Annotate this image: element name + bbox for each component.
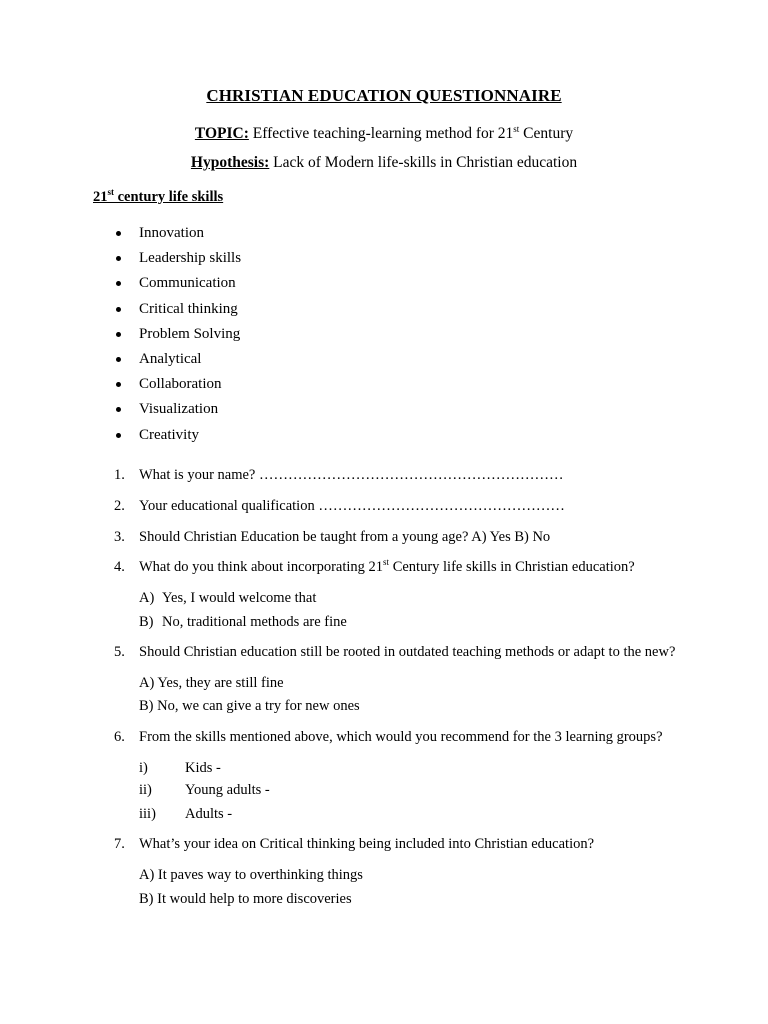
- list-item: [114, 398, 241, 423]
- bullet-icon: [116, 332, 121, 337]
- question-7-option-a: A) It paves way to overthinking things: [139, 867, 363, 883]
- skill-label: Innovation: [139, 225, 204, 241]
- answer-blank: ………………………………………………………: [259, 467, 564, 483]
- question-2: [114, 498, 565, 515]
- question-number: 5.: [114, 644, 125, 660]
- option-letter: B): [139, 614, 154, 630]
- question-text: What’s your idea on Critical thinking being included into Christian education?: [139, 836, 595, 852]
- option-text: Yes, I would welcome that: [162, 590, 317, 606]
- list-item: [114, 323, 241, 348]
- question-7: [114, 836, 594, 853]
- hypothesis-text: Lack of Modern life-skills in Christian education: [269, 154, 578, 171]
- option-numeral: iii): [139, 806, 156, 822]
- question-text: Should Christian education still be rooted in outdated teaching methods or adapt to the new?: [139, 644, 676, 660]
- topic-line: [0, 125, 768, 143]
- question-number: 6.: [114, 729, 125, 745]
- question-3: [114, 529, 550, 546]
- question-superscript: st: [383, 557, 390, 568]
- question-number: 4.: [114, 559, 125, 575]
- question-4-option-b: [139, 614, 347, 631]
- bullet-icon: [116, 407, 121, 412]
- option-letter: A): [139, 590, 155, 606]
- question-number: 7.: [114, 836, 125, 852]
- answer-blank: ……………………………………………: [318, 498, 565, 514]
- question-6: [114, 729, 663, 746]
- bullet-icon: [116, 382, 121, 387]
- question-5-option-a: A) Yes, they are still fine: [139, 675, 284, 691]
- option-text: No, traditional methods are fine: [162, 614, 347, 630]
- question-number: 3.: [114, 529, 125, 545]
- question-text: Should Christian Education be taught from a young age? A) Yes B) No: [139, 529, 551, 545]
- skills-heading-number: 21: [93, 189, 108, 205]
- skill-label: Collaboration: [139, 376, 222, 393]
- list-item: [114, 298, 241, 323]
- list-item: [114, 222, 241, 247]
- question-text: From the skills mentioned above, which would you recommend for the 3 learning groups?: [139, 729, 663, 745]
- skills-list: [114, 222, 241, 449]
- document-title: CHRISTIAN EDUCATION QUESTIONNAIRE: [206, 86, 562, 105]
- question-6-option-i: [139, 760, 221, 777]
- skill-label: Communication: [139, 275, 236, 292]
- list-item: [114, 247, 241, 272]
- list-item: [114, 424, 241, 449]
- bullet-icon: [116, 256, 121, 261]
- skill-label: Analytical: [139, 350, 202, 367]
- question-1: [114, 467, 564, 484]
- bullet-icon: [116, 231, 121, 236]
- skill-label: Leadership skills: [139, 250, 242, 267]
- topic-text-after: Century: [519, 125, 574, 142]
- question-4-option-a: [139, 590, 316, 607]
- topic-superscript: st: [513, 123, 520, 134]
- hypothesis-label: Hypothesis:: [190, 154, 270, 171]
- question-text-after: Century life skills in Christian education?: [389, 559, 635, 575]
- option-numeral: ii): [139, 782, 152, 798]
- option-text: Kids -: [185, 760, 221, 776]
- list-item: [114, 373, 241, 398]
- skills-section-heading: [93, 189, 223, 206]
- question-6-option-ii: [139, 782, 270, 799]
- question-5-option-b: B) No, we can give a try for new ones: [139, 698, 360, 714]
- skills-heading-text: century life skills: [114, 189, 224, 205]
- hypothesis-line: [0, 154, 768, 172]
- topic-text-before: Effective teaching-learning method for 21: [248, 125, 514, 142]
- skill-label: Critical thinking: [139, 300, 238, 317]
- question-text-before: What do you think about incorporating 21: [139, 559, 384, 575]
- list-item: [114, 348, 241, 373]
- question-text: What is your name?: [139, 467, 259, 483]
- bullet-icon: [116, 433, 121, 438]
- question-number: 1.: [114, 467, 125, 483]
- skill-label: Creativity: [139, 426, 199, 443]
- list-item: [114, 272, 241, 297]
- bullet-icon: [116, 281, 121, 286]
- option-numeral: i): [139, 760, 148, 776]
- question-7-option-b: B) It would help to more discoveries: [139, 891, 352, 907]
- skills-heading-superscript: st: [107, 187, 114, 198]
- option-text: Young adults -: [185, 782, 270, 798]
- bullet-icon: [116, 307, 121, 312]
- question-text: Your educational qualification: [139, 498, 319, 514]
- topic-label: TOPIC:: [194, 125, 249, 142]
- skill-label: Visualization: [139, 401, 219, 418]
- question-5: [114, 644, 675, 661]
- question-4: [114, 559, 635, 576]
- skill-label: Problem Solving: [139, 325, 241, 342]
- question-number: 2.: [114, 498, 125, 514]
- question-6-option-iii: [139, 806, 232, 823]
- option-text: Adults -: [185, 806, 233, 822]
- bullet-icon: [116, 357, 121, 362]
